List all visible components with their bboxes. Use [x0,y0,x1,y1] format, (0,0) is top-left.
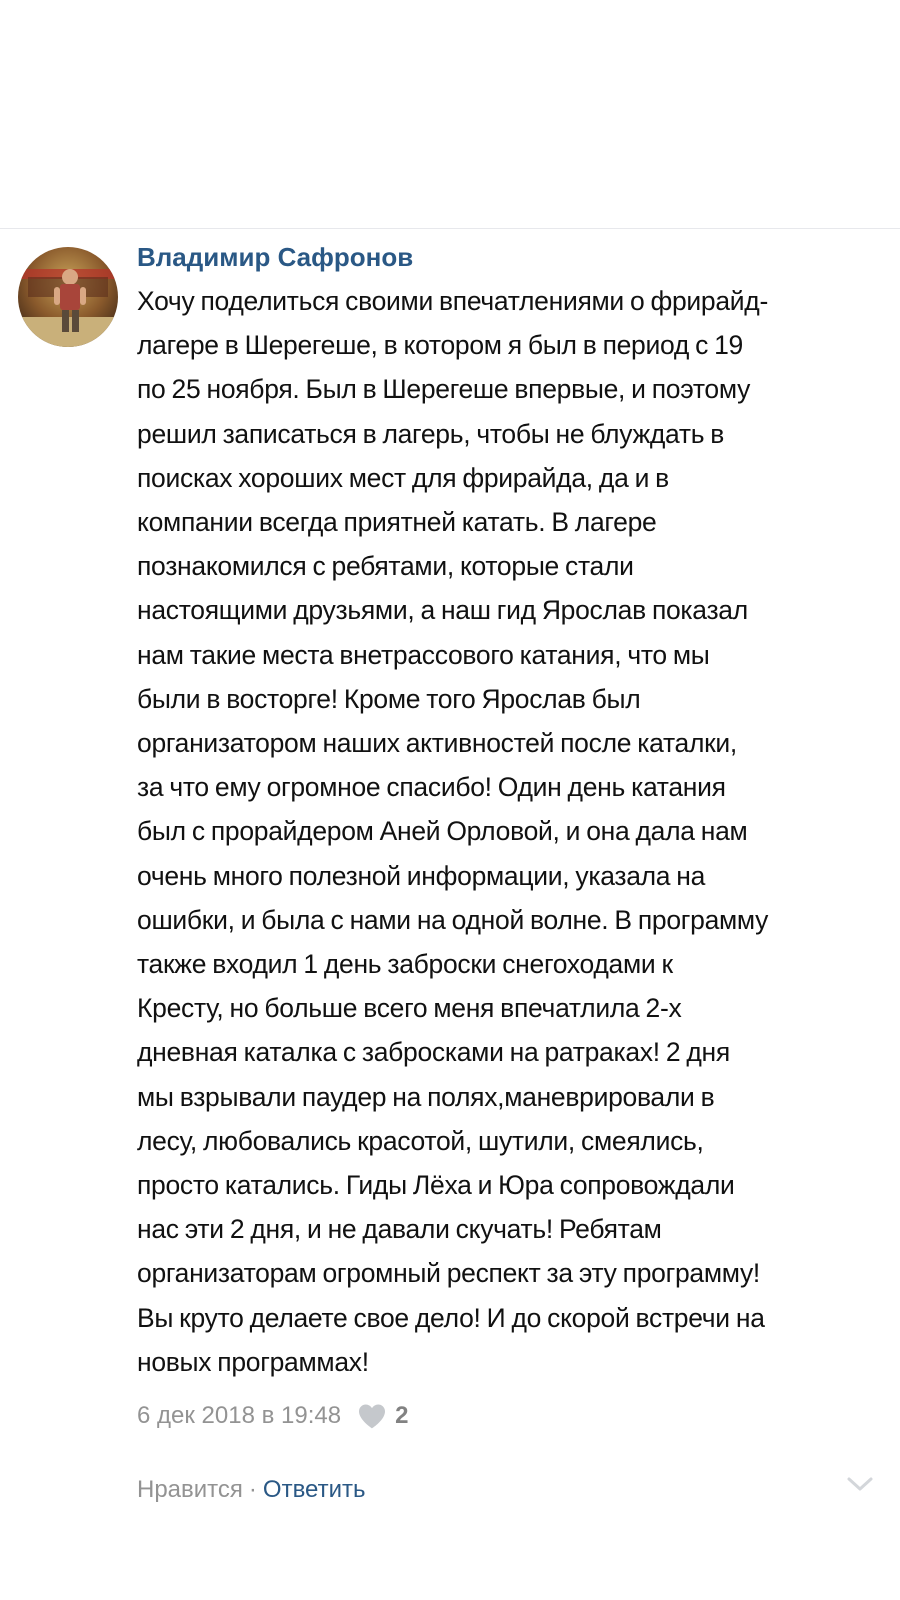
comment-text-line: были в восторге! Кроме того Ярослав был [137,683,641,714]
avatar-photo [18,247,118,347]
comment-text-line: дневная каталка с забросками на ратраках! 2 дня [137,1037,730,1068]
comment-text-line: был с прорайдером Аней Орловой, и она дала нам [137,816,748,847]
comment-text-line: просто катались. Гиды Лёха и Юра сопровождали [137,1170,735,1201]
action-separator: · [248,1476,257,1504]
comment-actions [137,1472,887,1508]
comment-text-line: по 25 ноября. Был в Шерегеше впервые, и поэтому [137,374,751,405]
comment-text-line: также входил 1 день заброски снегоходами к [137,949,673,980]
comment-text-line: Хочу поделиться своими впечатлениями о фрирайд- [137,286,768,316]
top-blank-area [0,0,900,228]
avatar[interactable] [18,247,118,347]
comment-text-line: нам такие места внетрассового катания, что мы [137,639,710,670]
author-name[interactable]: Владимир Сафронов [137,242,414,272]
comment-text-line: за что ему огромное спасибо! Один день катания [137,772,726,803]
like-button[interactable] [357,1402,408,1430]
comment-text-line: нас эти 2 дня, и не давали скучать! Ребятам [137,1214,662,1245]
comment-text-line: Вы круто делаете свое дело! И до скорой встречи на [137,1302,765,1333]
reply-action[interactable]: Ответить [262,1476,366,1504]
comment-text-line: компании всегда приятней катать. В лагере [137,507,657,538]
comment-text-line: ошибки, и была с нами на одной волне. В программу [137,904,769,935]
like-action[interactable]: Нравится [137,1476,243,1504]
heart-icon [357,1403,387,1429]
chevron-down-icon[interactable] [846,1474,874,1494]
comment-text-line: новых программах! [137,1346,369,1377]
comment-text-line: лесу, любовались красотой, шутили, смеялись, [137,1125,704,1156]
comment-text-line: мы взрывали паудер на полях,маневрировали в [137,1081,715,1112]
comment-text-line: познакомился с ребятами, которые стали [137,551,634,582]
comment-text-line: решил записаться в лагерь, чтобы не блуждать в [137,418,725,449]
like-count: 2 [395,1402,409,1430]
comment-body [137,235,887,1508]
comment-text-line: поисках хороших мест для фрирайда, да и в [137,462,669,493]
comment-meta [137,1398,887,1434]
comment-date[interactable]: 6 дек 2018 в 19:48 [137,1402,342,1430]
comment-text-line: организатором наших активностей после каталки, [137,728,737,759]
comment-text-line: Кресту, но больше всего меня впечатлила 2-х [137,993,682,1024]
comment-text-line: настоящими друзьями, а наш гид Ярослав показал [137,595,748,626]
comment-text-line: организаторам огромный респект за эту программу! [137,1258,760,1289]
comment-text-line: лагере в Шерегеше, в котором я был в период с 19 [137,330,743,361]
comment-text-line: очень много полезной информации, указала на [137,860,706,891]
comment-text [137,279,887,1384]
comment [0,229,900,1600]
